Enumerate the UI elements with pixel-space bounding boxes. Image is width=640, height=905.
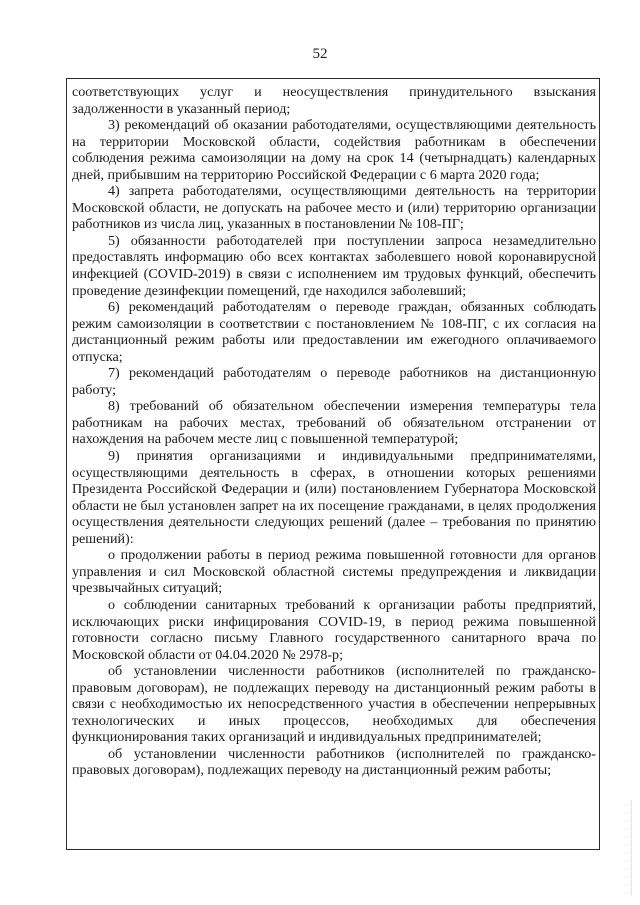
paragraph-item-5: 5) обязанности работодателей при поступлении запроса незамедлительно предоставлять информацию обо всех контактах заболевшего новой коронавирусной инфекцией (COVID-2019) в связи с исполнением им трудовых функций, обеспечить проведение дезинфекции помещений, где находился заболевший; xyxy=(72,232,596,299)
paragraph-item-3: 3) рекомендаций об оказании работодателями, осуществляющими деятельность на территории Московской области, содействия работникам в обеспечении соблюдения режима самоизоляции на дому на срок 14 (четырнадцать) календарных дней, прибывшим на территорию Российской Федерации с 6 марта 2020 года; xyxy=(72,117,596,183)
paragraph-item-7: 7) рекомендаций работодателям о переводе работников на дистанционную работу; xyxy=(72,365,596,398)
paragraph-item-4: 4) запрета работодателями, осуществляющими деятельность на территории Московской области, не допускать на рабочее место и (или) территорию организации работников из числа лиц, указанных в постановлении № 108-ПГ; xyxy=(72,183,596,233)
paragraph-item-9: 9) принятия организациями и индивидуальными предпринимателями, осуществляющими деятельность в сферах, в отношении которых решениями Президента Российской Федерации и (или) постановлением Губернатора Московской области не был установлен запрет на их посещение гражданами, в целях продолжения осуществления деятельности следующих решений (далее – требования по принятию решений): xyxy=(72,448,596,547)
page-number: 52 xyxy=(312,46,328,62)
scan-edge-mark xyxy=(631,800,636,895)
paragraph-item-6: 6) рекомендаций работодателям о переводе граждан, обязанных соблюдать режим самоизоляции в соответствии с постановлением № 108-ПГ, с их согласия на дистанционный режим работы или предоставлении им ежегодного оплачиваемого отпуска; xyxy=(72,299,596,365)
paragraph-decision-remote-staff: об установлении численности работников (исполнителей по гражданско-правовых договорам), подлежащих переводу на дистанционный режим работы; xyxy=(72,745,596,779)
paragraph-decision-emergency: о продолжении работы в период режима повышенной готовности для органов управления и сил Московской областной системы предупреждения и ликвидации чрезвычайных ситуаций; xyxy=(72,547,596,597)
paragraph-decision-sanitary: о соблюдении санитарных требований к организации работы предприятий, исключающих риски инфицирования COVID-19, в период режима повышенной готовности согласно письму Главного государственного санитарного врача по Московской области от 04.04.2020 № 2978-р; xyxy=(72,596,596,663)
document-body xyxy=(72,84,596,779)
paragraph-decision-onsite-staff: об установлении численности работников (исполнителей по гражданско-правовым договорам), не подлежащих переводу на дистанционный режим работы в связи с необходимостью их непосредственного участия в обеспечении непрерывных технологических и иных процессов, необходимых для обеспечения функционирования таких организаций и индивидуальных предпринимателей; xyxy=(72,663,596,746)
paragraph-continuation: соответствующих услуг и неосуществления принудительного взыскания задолженности в указанный период; xyxy=(72,84,596,117)
paragraph-item-8: 8) требований об обязательном обеспечении измерения температуры тела работникам на рабочих местах, требований об обязательном отстранении от нахождения на рабочем месте лиц с повышенной температурой; xyxy=(72,398,596,448)
